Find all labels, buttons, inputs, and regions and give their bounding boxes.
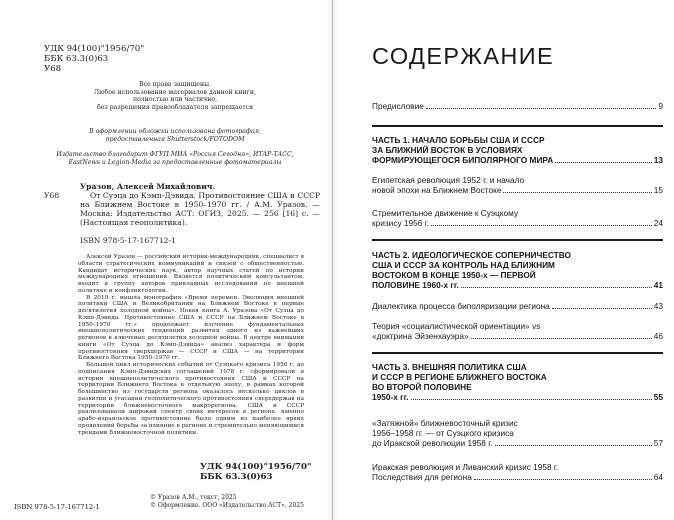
photo-acknowledgement (30, 151, 320, 166)
toc-page-number: 55 (653, 392, 663, 402)
dot-leader (474, 479, 652, 480)
toc-page-number: 46 (653, 331, 663, 341)
toc-part-2[interactable] (372, 250, 663, 290)
udc-block-top (44, 44, 144, 74)
cover-credit-line: предоставленная Shutterstock/FOTODOM (105, 135, 245, 143)
toc-part-3[interactable] (372, 362, 663, 402)
rights-line: Все права защищены. (139, 81, 211, 88)
imprint-page (0, 0, 333, 520)
toc-page-number: 13 (653, 155, 663, 165)
section-divider (372, 125, 663, 127)
part-title-line: ПОЛОВИНЕ 1960-х гг. (372, 280, 459, 290)
copyright-line: © Оформление. ООО «Издательство АСТ», 2025 (150, 501, 304, 509)
dot-leader (431, 225, 652, 226)
dot-leader (503, 192, 651, 193)
rights-notice (30, 81, 320, 111)
dot-leader (426, 108, 657, 109)
acknowledgement-line: Издательство благодарит ФГУП МИА «Россия Сегодня», ИТАР-ТАСС, (56, 151, 294, 158)
part-title-line: 1950-х гг. (372, 392, 409, 402)
chapter-title-line: новой эпохи на Ближнем Востоке (372, 185, 502, 195)
author-mark: У68 (44, 64, 62, 74)
rights-line: без разрешения правообладателя запрещается (96, 103, 254, 111)
section-divider (372, 239, 663, 241)
udc-block-bottom (200, 462, 311, 482)
contents-page (334, 0, 674, 520)
biblio-description: От Суэца до Кэмп-Дэвида. Противостояние США и СССР на Ближнем Востоке в 1950–1970 гг. / А.М. Уразов. — Москва: Издательство АСТ: ОГИЗ, 2025. — 256 [16] с. — (Настоящая геополитика). (80, 191, 320, 227)
part-title-line: ЧАСТЬ 1. НАЧАЛО БОРЬБЫ США И СССР (372, 135, 545, 145)
dot-leader (411, 399, 652, 400)
bbk-line: ББК 63.3(0)63 (200, 472, 273, 482)
cover-credit (30, 128, 320, 143)
biblio-code: У68 (44, 191, 60, 200)
part-title-line: ВО ВТОРОЙ ПОЛОВИНЕ (372, 382, 472, 392)
toc-chapter[interactable] (372, 208, 663, 228)
toc-page-number: 24 (653, 218, 663, 228)
rights-line: полностью или частично, (132, 96, 218, 104)
toc-page-number: 57 (653, 438, 663, 448)
toc-page-number: 15 (653, 185, 663, 195)
chapter-title-line: Иракская революция и Ливанский кризис 1958 г. (372, 462, 559, 472)
part-title-line: ВОСТОКОМ В КОНЦЕ 1950-х — ПЕРВОЙ (372, 270, 536, 280)
toc-page-number: 41 (653, 280, 663, 290)
chapter-title-line: до Иракской революции 1958 г. (372, 438, 493, 448)
page-title: СОДЕРЖАНИЕ (372, 43, 555, 69)
annotation-paragraph: В 2019 г. вышла монография «Время перемен. Эволюция внешней политики США и Великобритании на Ближнем Востоке в первые десятилетия холодной войны». Новая книга А. Уразова «От Суэца до Кэмп-Дэвида. Противостояние США и СССР на Ближнем Востоке в 1950–1970 гг.» продолжает изучение фундаментальных внешнеполитических тенденций развития одного из важнейших регионов в ключевые десятилетия холодной войны. В центре внимания книги «От Суэца до Кэмп-Дэвида» анализ характера и форм противостояния сверхдержав — СССР и США — на территории Ближнего Востока 1950–1970 гг. (78, 294, 304, 362)
annotation-paragraph: Алексей Уразов — российский историк-международник, специалист в области стратегических коммуникаций и связей с общественностью. Кандидат исторических наук, автор научных статей по истории международных отношений. Является политическим консультантом, входит в группу авторов прикладных исследований по внешней политике и конфликтологии. (78, 254, 304, 294)
part-title-line: И СССР В РЕГИОНЕ БЛИЖНЕГО ВОСТОКА (372, 372, 547, 382)
part-title-line: ФОРМИРУЮЩЕГОСЯ БИПОЛЯРНОГО МИРА (372, 155, 554, 165)
part-title-line: ЗА БЛИЖНИЙ ВОСТОК В УСЛОВИЯХ (372, 145, 523, 155)
isbn-record: ISBN 978-5-17-167712-1 (80, 236, 176, 245)
toc-entry-label: Предисловие (372, 101, 424, 111)
chapter-title-line: кризису 1956 г. (372, 218, 430, 228)
chapter-title-line: Стремительное движение к Суэцкому (372, 208, 519, 218)
annotation-paragraph: Большой цикл исторических событий от Суэцкого кризиса 1956 г. до подписания Кэмп-Дэвидских соглашений 1978 г. сформировали в истории внешнеполитического противостояния США и СССР на территории Ближнего Востока в отдельную эпоху, в рамках которой большинство из государств региона оказалось несколько циклов в развитии и угасании геополитического противостояния сверхдержав на территории ближневосточного макрорегиона. США и СССР реализовывали широкий спектр своих интересов в регионе, именно арабо-израильское противостояние было одним из наиболее ярких проявлений борьбы за влияние в регионе и стремительно меняющимися трендами ближневосточной политики. (78, 362, 304, 436)
toc-chapter[interactable] (372, 462, 663, 482)
chapter-title-line: Последствия для региона (372, 472, 472, 482)
bbk-line: ББК 63.3(0)63 (44, 54, 109, 64)
toc-page-number: 9 (658, 101, 663, 111)
copyright-block (150, 494, 304, 509)
cover-credit-line: В оформлении обложки использована фотография, (89, 128, 261, 135)
dot-leader (555, 162, 652, 163)
dot-leader (471, 338, 652, 339)
dot-leader (495, 445, 652, 446)
toc-chapter[interactable] (372, 418, 663, 448)
chapter-title-line: Теория «социалистической ориентации» vs (372, 321, 541, 331)
bibliographic-record (44, 182, 320, 227)
annotation (78, 254, 304, 436)
toc-part-1[interactable] (372, 135, 663, 165)
chapter-title-line: «доктрина Эйзенхауэра» (372, 331, 469, 341)
section-divider (372, 352, 663, 354)
dot-leader (552, 308, 652, 309)
dot-leader (461, 287, 652, 288)
part-title-line: ЧАСТЬ 3. ВНЕШНЯЯ ПОЛИТИКА США (372, 362, 527, 372)
toc-chapter[interactable] (372, 321, 663, 341)
chapter-title-line: Египетская революция 1952 г. и начало (372, 175, 525, 185)
biblio-author: Уразов, Алексей Михайлович. (80, 182, 216, 191)
udc-line: УДК 94(100)"1956/70" (200, 462, 312, 472)
toc-page-number: 43 (653, 301, 663, 311)
chapter-title-line: «Затяжной» ближневосточный кризис (372, 418, 518, 428)
udc-line: УДК 94(100)"1956/70" (44, 44, 145, 54)
toc-preface[interactable] (372, 101, 663, 111)
chapter-title-line: Диалектика процесса биполяризации региона (372, 301, 550, 311)
rights-line: Любое использование материалов данной книги, (94, 88, 256, 96)
toc-chapter[interactable] (372, 301, 663, 311)
acknowledgement-line: EastNews и Legion-Media за предоставленные фотоматериалы (68, 158, 282, 166)
toc-page-number: 64 (653, 472, 663, 482)
chapter-title-line: 1956–1958 гг. — от Суэцкого кризиса (372, 428, 514, 438)
copyright-line: © Уразов А.М., текст, 2025 (150, 494, 237, 501)
part-title-line: США И СССР ЗА КОНТРОЛЬ НАД БЛИЖНИМ (372, 260, 555, 270)
isbn-footer: ISBN 978-5-17-167712-1 (14, 503, 100, 511)
part-title-line: ЧАСТЬ 2. ИДЕОЛОГИЧЕСКОЕ СОПЕРНИЧЕСТВО (372, 250, 571, 260)
toc-chapter[interactable] (372, 175, 663, 195)
